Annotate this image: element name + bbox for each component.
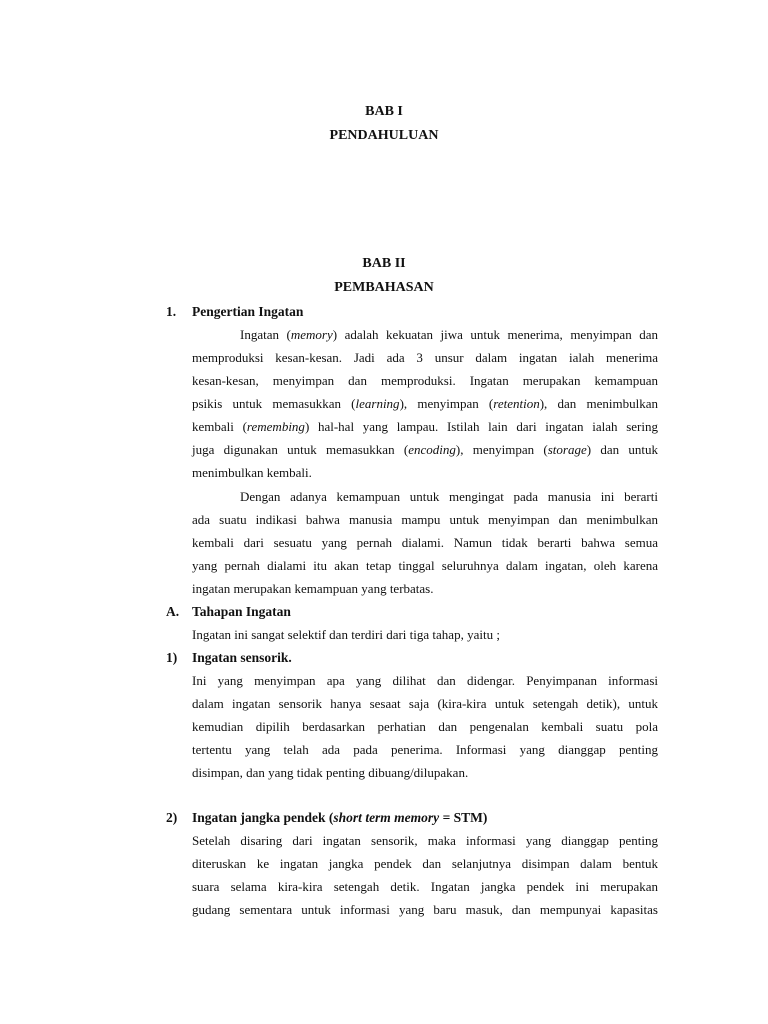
paragraph-line: dalam ingatan sensorik hanya sesaat saja (kira-kira untuk setengah detik), untuk — [192, 696, 658, 711]
paragraph-line: diteruskan ke ingatan jangka pendek dan selanjutnya disimpan dalam bentuk — [192, 856, 658, 871]
subsection-2-heading-em: short term memory — [333, 810, 440, 825]
paragraph-line: gudang sementara untuk informasi yang baru masuk, dan mempunyai kapasitas — [192, 902, 658, 917]
bab2-subtitle: PEMBAHASAN — [334, 280, 434, 295]
section-a-heading: Tahapan Ingatan — [192, 604, 291, 619]
subsection-1-number: 1) — [166, 650, 178, 665]
bab1-title: BAB I — [365, 104, 403, 119]
paragraph-line: memproduksi kesan-kesan. Jadi ada 3 unsur dalam ingatan ialah menerima — [192, 350, 658, 365]
section-a-number: A. — [166, 604, 180, 619]
paragraph-line: Dengan adanya kemampuan untuk mengingat pada manusia ini berarti — [240, 489, 658, 504]
subsection-2-heading-post: = STM) — [439, 810, 488, 825]
paragraph-line: suara selama kira-kira setengah detik. Ingatan jangka pendek ini merupakan — [192, 879, 658, 894]
paragraph-line: Ingatan (memory) adalah kekuatan jiwa untuk menerima, menyimpan dan — [240, 327, 658, 342]
paragraph-line: disimpan, dan yang tidak penting dibuang/dilupakan. — [192, 765, 469, 780]
paragraph-line: Setelah disaring dari ingatan sensorik, maka informasi yang dianggap penting — [192, 833, 658, 848]
bab2-title: BAB II — [362, 256, 406, 271]
paragraph-line: ingatan merupakan kemampuan yang terbatas. — [192, 581, 434, 596]
paragraph-line: menimbulkan kembali. — [192, 465, 312, 480]
section-1-heading: Pengertian Ingatan — [192, 304, 304, 319]
paragraph-line: kembali (remembing) hal-hal yang lampau. Istilah lain dari ingatan ialah sering — [192, 419, 658, 434]
paragraph-line: tertentu yang telah ada pada penerima. Informasi yang dianggap penting — [192, 742, 658, 757]
subsection-2-heading — [192, 810, 487, 826]
paragraph-line: yang pernah dialami itu akan tetap tinggal seluruhnya dalam ingatan, oleh karena — [192, 558, 658, 573]
subsection-1-heading: Ingatan sensorik. — [192, 650, 292, 665]
subsection-2-heading-pre: Ingatan jangka pendek ( — [192, 810, 334, 825]
paragraph-line: kemudian dipilih berdasarkan perhatian dan pengenalan kembali suatu pola — [192, 719, 658, 734]
section-a-intro: Ingatan ini sangat selektif dan terdiri dari tiga tahap, yaitu ; — [192, 627, 500, 642]
subsection-2-number: 2) — [166, 810, 178, 825]
paragraph-line: Ini yang menyimpan apa yang dilihat dan didengar. Penyimpanan informasi — [192, 673, 658, 688]
paragraph-line: kesan-kesan, menyimpan dan memproduksi. Ingatan merupakan kemampuan — [192, 373, 658, 388]
paragraph-line: juga digunakan untuk memasukkan (encoding), menyimpan (storage) dan untuk — [192, 442, 658, 457]
bab1-subtitle: PENDAHULUAN — [329, 128, 439, 143]
paragraph-line: kembali dari sesuatu yang pernah dialami. Namun tidak berarti bahwa semua — [192, 535, 658, 550]
section-1-number: 1. — [166, 304, 177, 319]
paragraph-line: psikis untuk memasukkan (learning), menyimpan (retention), dan menimbulkan — [192, 396, 658, 411]
paragraph-line: ada suatu indikasi bahwa manusia mampu untuk menyimpan dan menimbulkan — [192, 512, 658, 527]
